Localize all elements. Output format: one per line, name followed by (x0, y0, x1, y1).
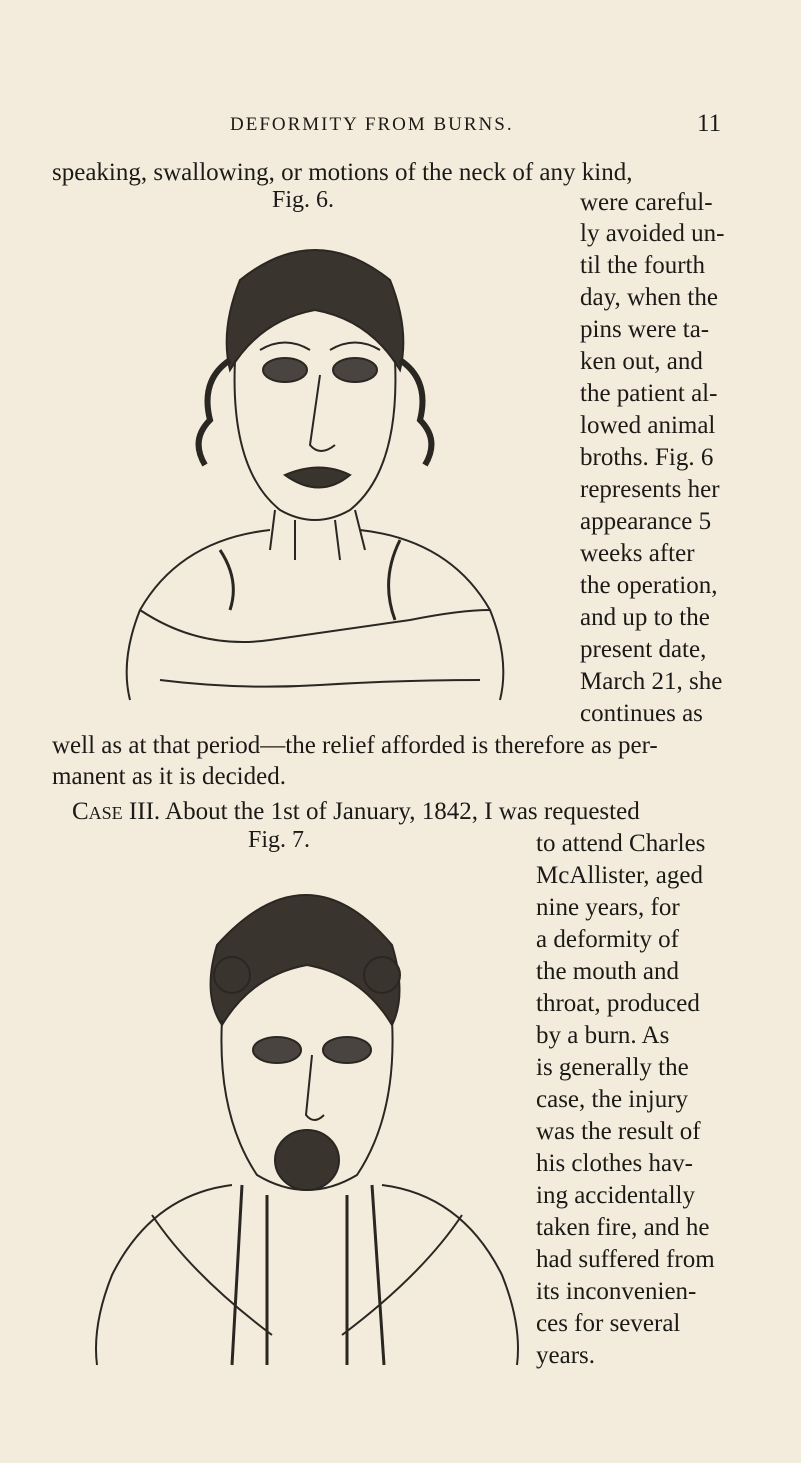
body-line: by a burn. As (536, 1022, 670, 1049)
figure-6-engraving (80, 210, 550, 710)
body-line: ing accidentally (536, 1182, 695, 1209)
body-line: March 21, she (580, 668, 723, 695)
body-line: the operation, (580, 572, 718, 599)
running-head: DEFORMITY FROM BURNS. (230, 114, 514, 135)
body-line: broths. Fig. 6 (580, 444, 714, 471)
body-line: ces for several (536, 1310, 681, 1337)
body-line: present date, (580, 636, 707, 663)
body-line: represents her (580, 476, 720, 503)
body-line: had suffered from (536, 1246, 715, 1273)
page-number: 11 (697, 110, 722, 137)
body-line: manent as it is decided. (52, 763, 286, 790)
body-line: and up to the (580, 604, 710, 631)
body-line: nine years, for (536, 894, 680, 921)
body-line: About the 1st of January, 1842, I was requested (165, 798, 640, 825)
body-line: well as at that period—the relief afforded is therefore as per- (52, 732, 658, 759)
body-line: throat, produced (536, 990, 700, 1017)
body-line: McAllister, aged (536, 862, 704, 889)
body-line: years. (536, 1342, 595, 1369)
body-line: his clothes hav- (536, 1150, 693, 1177)
case-label: Case III. (72, 798, 161, 825)
body-line: to attend Charles (536, 830, 706, 857)
body-line: weeks after (580, 540, 695, 567)
body-line: were careful- (580, 189, 713, 216)
body-line: ly avoided un- (580, 220, 725, 247)
body-line: pins were ta- (580, 316, 710, 343)
body-line: the patient al- (580, 380, 718, 407)
body-line: til the fourth (580, 252, 705, 279)
body-line: was the result of (536, 1118, 701, 1145)
body-line: taken fire, and he (536, 1214, 710, 1241)
case-heading-line (72, 797, 640, 827)
figure-caption: Fig. 6. (272, 187, 335, 213)
body-line: day, when the (580, 284, 718, 311)
body-line: appearance 5 (580, 508, 712, 535)
body-line: ken out, and (580, 348, 703, 375)
figure-caption: Fig. 7. (248, 827, 311, 853)
body-line: a deformity of (536, 926, 680, 953)
body-line: its inconvenien- (536, 1278, 697, 1305)
page-header (0, 110, 801, 144)
body-line: continues as (580, 700, 703, 727)
figure-7-engraving (72, 855, 542, 1375)
body-line: speaking, swallowing, or motions of the neck of any kind, (52, 159, 633, 186)
body-line: lowed animal (580, 412, 716, 439)
body-line: case, the injury (536, 1086, 689, 1113)
body-line: is generally the (536, 1054, 689, 1081)
body-line: the mouth and (536, 958, 680, 985)
